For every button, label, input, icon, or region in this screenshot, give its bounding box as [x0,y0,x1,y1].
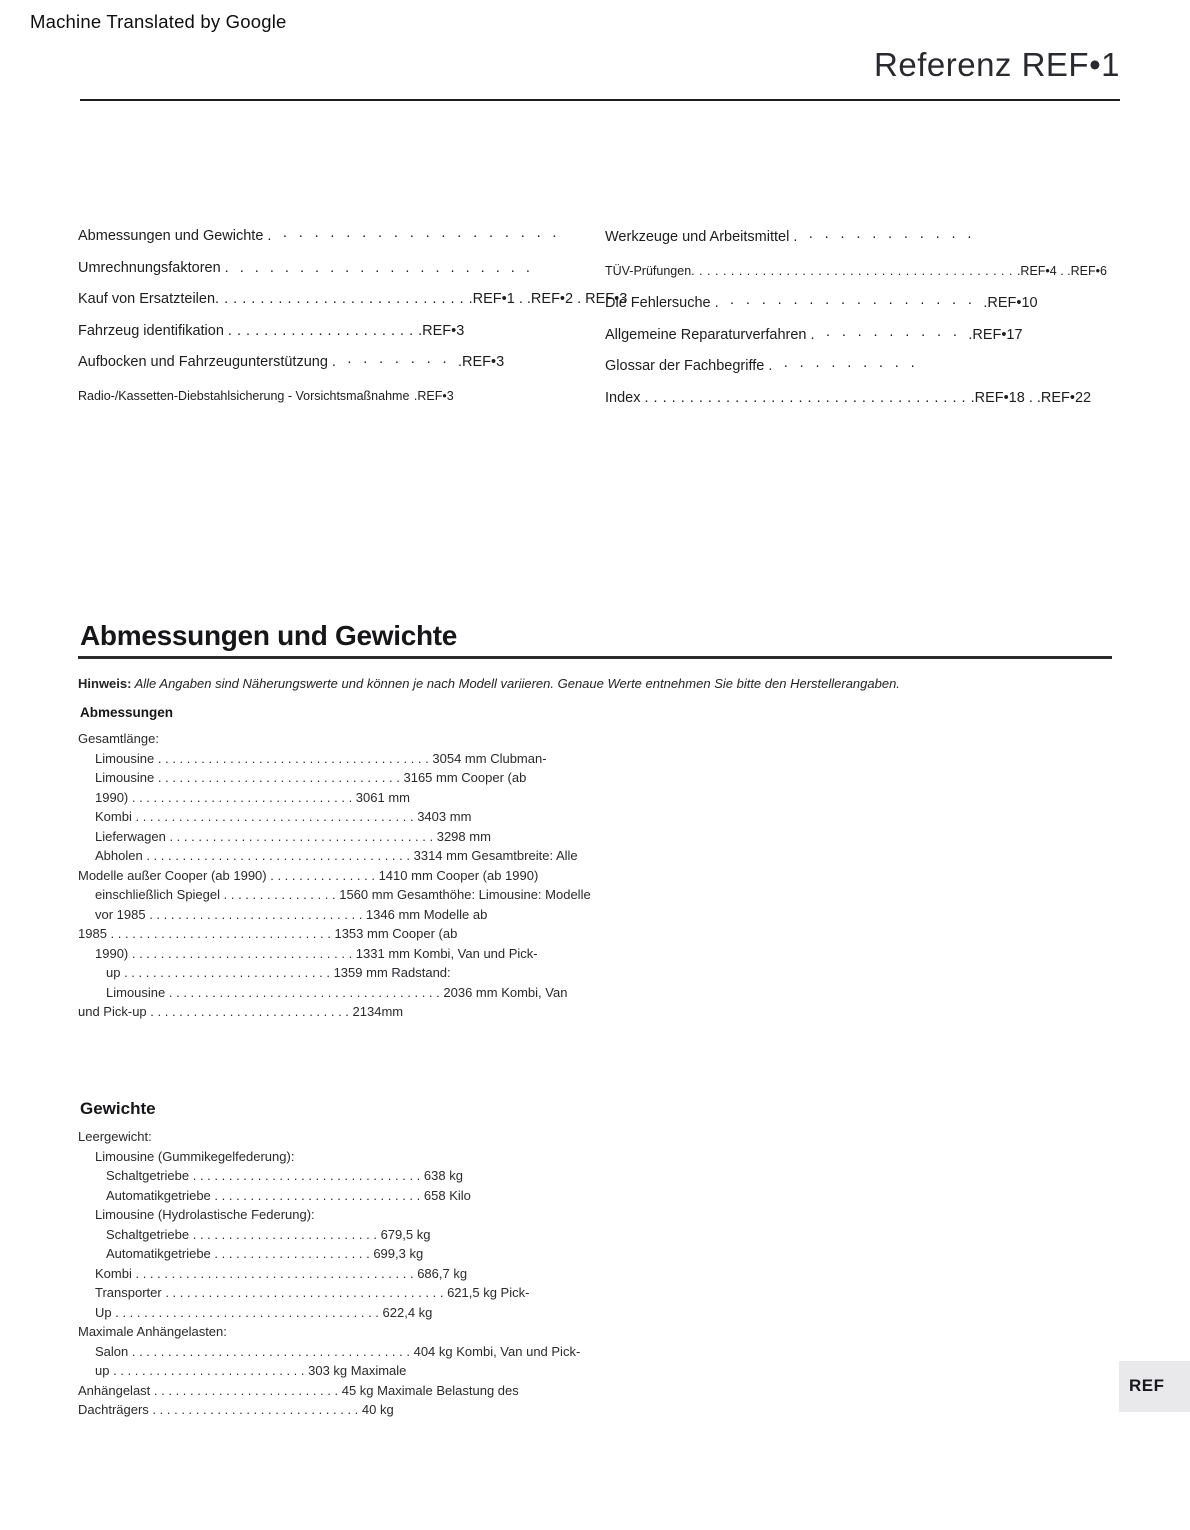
spec-line [78,1305,580,1325]
spec-label: Kombi [95,809,132,824]
toc-entry-label: Radio-/Kassetten-Diebstahlsicherung - Vorsichtsmaßnahme [78,388,410,403]
dimensions-heading: Abmessungen [80,705,174,720]
toc-entry-leader: . . . . . . . . . . . . . . . . . . . . . . . . . . . [219,291,469,307]
spec-label: Automatikgetriebe [106,1187,211,1203]
spec-label: Dachträgers [78,1402,149,1417]
spec-leader: . . . . . . . . . . . . . . . . . . . . . . . . . . . . . . . . . . . . . . [165,984,444,1000]
ref-section-tab [1119,1361,1190,1412]
toc-entry[interactable] [78,384,627,419]
spec-label: einschließlich Spiegel [95,887,221,902]
spec-leader: . . . . . . . . . . . . . . . . . . . . . . . . . . . . . . . . . . . . . [142,848,414,863]
toc-column-left [78,226,627,418]
toc-entry-label: Abmessungen und Gewichte . [78,228,272,244]
spec-line [78,1324,580,1344]
toc-entry-leader: · · · · · · · · · [814,326,969,343]
note [78,676,900,691]
spec-label: Automatikgetriebe [106,1246,211,1261]
spec-leader: . . . . . . . . . . . . . . . . . . . . . . . . . . . . . . . . . . . . . [165,828,437,844]
spec-line [78,751,591,771]
spec-line [78,1363,580,1383]
toc-entry-leader: . . . . . . . . . . . . . . . . . . . . [231,322,419,339]
toc-entry-label: Glossar der Fachbegriffe . [605,358,773,374]
spec-value: 638 kg [423,1168,463,1183]
toc-entry[interactable] [605,356,1107,388]
toc-entry-leader: . . . . . . . . . . . . . . . . . . . . . . . . . . . . . . . . . . . [648,389,971,406]
spec-leader [152,1129,156,1144]
spec-value: 1353 mm Cooper (ab [334,926,458,941]
spec-value: 621,5 kg Pick- [447,1285,530,1300]
spec-line [78,1207,580,1227]
toc-column-right [605,227,1107,419]
spec-line [78,1004,591,1024]
toc-entry[interactable] [78,352,627,384]
toc-entry[interactable] [78,258,627,290]
spec-leader: . . . . . . . . . . . . . . . . . . . . . . . . . . . . . . . . . . . . . . . [131,809,418,824]
spec-line [78,790,591,810]
spec-line [78,809,591,829]
ref-tab-label: REF [1129,1376,1165,1395]
toc-entry-leader: · · · · · · · · · · · [797,229,983,245]
spec-line [78,985,591,1005]
dimensions-list [78,731,591,1024]
spec-leader [315,1207,319,1222]
spec-leader: . . . . . . . . . . . . . . . . . . . . . . . . . . . . . . [145,906,366,922]
spec-label: Salon [95,1343,129,1359]
spec-label: Limousine (Hydrolastische Federung): [95,1207,315,1222]
spec-value: 3403 mm [417,809,472,824]
spec-value: 1359 mm Radstand: [333,965,451,980]
spec-label: Gesamtlänge: [78,731,159,746]
spec-leader: . . . . . . . . . . . . . . . . . . . . . . . . . . . . . . . . . . . . . . . [161,1285,448,1300]
spec-line [78,770,591,790]
spec-leader: . . . . . . . . . . . . . . . . . . . . . . . . . . . . . . . . [189,1168,424,1183]
spec-leader: . . . . . . . . . . . . . . . . . . . . . . . . . . [189,1226,381,1242]
spec-leader: . . . . . . . . . . . . . . . . . . . . . . . . . . . . . . . [128,945,356,961]
spec-value: 3165 mm Cooper (ab [403,770,527,785]
toc-entry[interactable] [605,227,1107,259]
spec-leader: . . . . . . . . . . . . . . . . . . . . . . . . . . [150,1382,342,1398]
note-label: Hinweis: [78,676,132,691]
toc-entry[interactable] [605,388,1107,420]
toc-entry[interactable] [605,325,1107,357]
toc-entry-page-ref: .REF•1 . .REF•2 . REF•3 [468,291,628,307]
spec-line [78,1246,580,1266]
spec-value: 658 Kilo [423,1187,471,1203]
spec-leader: . . . . . . . . . . . . . . . . . . . . . . . . . . . . . . . . . . . . . . . [128,1343,414,1359]
spec-label: Lieferwagen [95,828,166,844]
spec-leader: . . . . . . . . . . . . . . . . . . . . . . . . . . . . . [120,965,334,980]
spec-line [78,829,591,849]
spec-label: Limousine (Gummikegelfederung): [95,1148,295,1164]
spec-value: 404 kg Kombi, Van und Pick- [413,1343,581,1359]
section-title: Abmessungen und Gewichte [80,620,458,651]
spec-line [78,926,591,946]
spec-leader: . . . . . . . . . . . . . . . . . . . . . . . . . . . . . . . . . . [154,770,404,785]
weights-heading: Gewichte [80,1099,156,1118]
spec-leader: . . . . . . . . . . . . . . . . . . . . . . . . . . . . . [210,1187,424,1203]
section-rule [78,656,1112,659]
spec-label: up [95,1363,110,1378]
spec-leader: . . . . . . . . . . . . . . . [266,867,379,883]
toc-entry-label: Umrechnungsfaktoren . [78,259,229,276]
toc-entry-label: Werkzeuge und Arbeitsmittel . [605,229,798,245]
spec-label: 1990) [95,945,129,961]
toc-entry-label: TÜV-Prüfungen. [605,263,695,278]
spec-line [78,1383,580,1403]
spec-line [78,1285,580,1305]
spec-label: Limousine [95,770,155,785]
spec-label: Abholen [95,848,143,863]
toc-entry-label: Die Fehlersuche . [605,295,719,311]
spec-label: Up [95,1304,112,1320]
spec-value: 1331 mm Kombi, Van und Pick- [355,945,538,961]
spec-label: Limousine [95,750,155,766]
toc-entry-label: Index . [605,389,649,406]
spec-line [78,1168,580,1188]
toc-entry-leader: · · · · · · · · · [772,358,927,374]
spec-line [78,887,591,907]
spec-value: 2134mm [352,1004,404,1019]
spec-value: 303 kg Maximale [308,1363,407,1378]
spec-value: 699,3 kg [373,1246,424,1261]
spec-label: Transporter [95,1285,162,1300]
toc-entry[interactable] [78,321,627,353]
spec-line [78,1227,580,1247]
spec-line [78,1402,580,1422]
spec-label: Limousine [106,984,166,1000]
toc-entry[interactable] [78,226,627,258]
spec-leader: . . . . . . . . . . . . . . . . . . . . . . . . . . . . . [148,1402,362,1417]
spec-value: 622,4 kg [382,1304,433,1320]
toc-entry-page-ref: .REF•18 . .REF•22 [970,389,1092,406]
toc-entry-leader: · · · · · · · · · · · · · · · · · · [271,228,568,244]
spec-leader [294,1149,298,1164]
toc-entry-page-ref: .REF•3 [418,322,465,339]
spec-leader: . . . . . . . . . . . . . . . . . . . . . . . . . . . . [146,1004,353,1019]
spec-value: 2036 mm Kombi, Van [443,984,568,1000]
toc-entry-page-ref: .REF•3 [457,354,505,370]
spec-value: 3054 mm Clubman- [432,750,547,766]
header-rule [80,99,1120,101]
spec-line [78,965,591,985]
page-title: Referenz REF•1 [874,46,1120,83]
spec-leader: . . . . . . . . . . . . . . . . . . . . . . . . . . . . . . . [128,789,356,805]
spec-leader: . . . . . . . . . . . . . . . . . . . . . . . . . . . . . . . . . . . . . . . [131,1265,418,1281]
spec-line [78,1344,580,1364]
spec-value: 40 kg [361,1402,394,1417]
toc-entry-label: Aufbocken und Fahrzeugunterstützung . [78,354,336,370]
spec-value: 1410 mm Cooper (ab 1990) [378,867,539,883]
toc-entry-leader: . . . . . . . . . . . . . . . . . . . . . . . . . . . . . . . . . . . . . . . . [694,263,1017,278]
toc-entry-page-ref: .REF•4 . .REF•6 [1016,263,1107,278]
spec-value: 3298 mm [436,828,491,844]
toc-entry[interactable] [605,259,1107,294]
toc-entry-leader: · · · · · · · · · · · · · · · · [718,295,984,311]
spec-value: 3314 mm Gesamtbreite: Alle [413,848,578,863]
spec-leader [159,731,163,746]
spec-leader: . . . . . . . . . . . . . . . . . . . . . . . . . . . . . . . [106,926,335,941]
toc-entry-label: Allgemeine Reparaturverfahren . [605,326,815,343]
spec-label: Modelle außer Cooper (ab 1990) [78,867,267,883]
spec-label: Maximale Anhängelasten: [78,1324,227,1339]
machine-translated-watermark: Machine Translated by Google [30,11,287,32]
spec-value: 686,7 kg [417,1265,468,1281]
toc-entry-page-ref: .REF•3 [413,388,454,403]
toc-entry-label: Fahrzeug identifikation . [78,322,232,339]
spec-leader: . . . . . . . . . . . . . . . . . . . . . . . . . . . [109,1363,309,1378]
toc-entry-leader: . . . . . . . . . . . . . . . . . . . . [228,259,541,276]
spec-leader: . . . . . . . . . . . . . . . . . . . . . . . . . . . . . . . . . . . . . [111,1304,383,1320]
spec-leader: . . . . . . . . . . . . . . . . . . . . . . [210,1246,374,1261]
toc-entry[interactable] [78,289,627,321]
spec-label: und Pick-up [78,1004,147,1019]
spec-leader: . . . . . . . . . . . . . . . . . . . . . . . . . . . . . . . . . . . . . . [154,750,433,766]
toc-entry-page-ref: .REF•10 [983,295,1038,311]
spec-line [78,1129,580,1149]
spec-line [78,731,591,751]
spec-leader [227,1324,231,1339]
spec-leader: . . . . . . . . . . . . . . . . [220,887,340,902]
toc-entry-label: Kauf von Ersatzteilen. [78,291,220,307]
spec-value: 679,5 kg [380,1226,431,1242]
spec-value: 1346 mm Modelle ab [365,906,488,922]
spec-value: 45 kg Maximale Belastung des [341,1382,519,1398]
spec-line [78,848,591,868]
toc-entry[interactable] [605,293,1107,325]
spec-label: Kombi [95,1265,132,1281]
spec-label: Schaltgetriebe [106,1226,190,1242]
note-text: Alle Angaben sind Näherungswerte und können je nach Modell variieren. Genaue Werte entnehmen Sie bitte den Herstellerangaben. [131,676,900,691]
spec-label: Anhängelast [78,1382,151,1398]
spec-line [78,946,591,966]
spec-line [78,1149,580,1169]
spec-value: 1560 mm Gesamthöhe: Limousine: Modelle [339,887,591,902]
spec-line [78,1188,580,1208]
weights-list [78,1129,580,1422]
toc-entry-page-ref: .REF•17 [968,326,1023,343]
spec-line [78,907,591,927]
spec-label: Schaltgetriebe [106,1168,190,1183]
spec-label: vor 1985 [95,906,146,922]
spec-line [78,1266,580,1286]
spec-label: 1985 [78,926,107,941]
spec-value: 3061 mm [355,789,410,805]
spec-line [78,868,591,888]
spec-label: Leergewicht: [78,1129,152,1144]
spec-label: 1990) [95,789,129,805]
spec-label: up [106,965,121,980]
toc-entry-leader: · · · · · · · [335,354,458,370]
